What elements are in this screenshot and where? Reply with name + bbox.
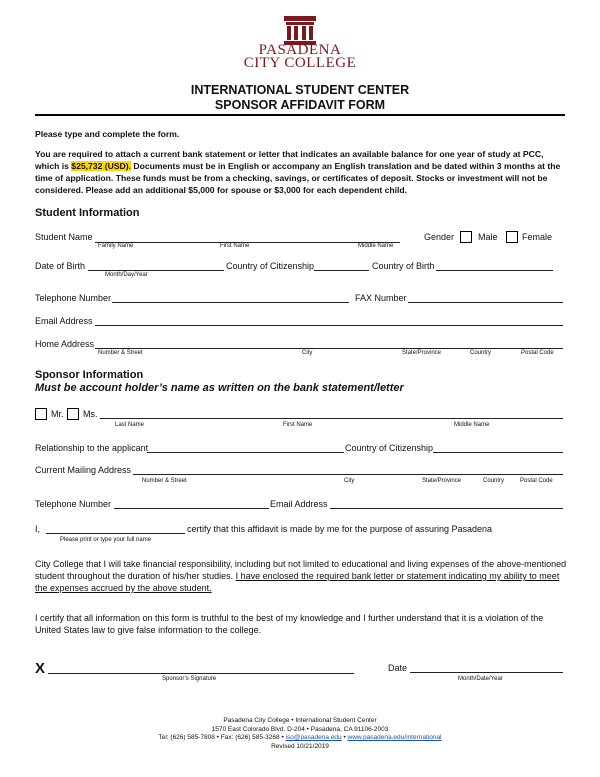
signature-field[interactable]: [48, 673, 354, 674]
instruction-text: Please type and complete the form.: [35, 129, 180, 139]
sponsor-phone-label: Telephone Number: [35, 499, 112, 509]
sponsor-name-field[interactable]: [100, 418, 563, 419]
mr-label: Mr.: [51, 409, 64, 419]
sponsor-email-label: Email Address: [270, 499, 328, 509]
form-title-line2: SPONSOR AFFIDAVIT FORM: [214, 98, 386, 112]
mr-checkbox[interactable]: [35, 408, 47, 420]
title-divider: [35, 114, 565, 116]
student-phone-label: Telephone Number: [35, 293, 112, 303]
sponsor-info-heading: Sponsor Information: [35, 369, 144, 381]
signature-x-mark: X: [35, 660, 46, 677]
required-amount: $25,732 (USD).: [71, 161, 132, 171]
dob-label: Date of Birth: [35, 261, 86, 271]
full-name-caption: Please print or type your full name: [60, 537, 152, 543]
logo-line2: CITY COLLEGE: [243, 55, 357, 71]
birth-country-field[interactable]: [436, 270, 553, 271]
male-checkbox[interactable]: [460, 231, 472, 243]
dob-field[interactable]: [88, 270, 224, 271]
footer-website-link[interactable]: www.pasadena.edu/international: [347, 734, 442, 741]
home-postal-caption: Postal Code: [521, 350, 554, 356]
footer-email-link[interactable]: iso@pasadena.edu: [285, 734, 342, 741]
requirement-paragraph: [35, 148, 565, 196]
sponsor-citizenship-field[interactable]: [433, 452, 563, 453]
college-logo-text: [220, 44, 380, 70]
mailing-postal-caption: Postal Code: [520, 478, 553, 484]
date-format-caption: Month/Date/Year: [458, 676, 503, 682]
student-phone-field[interactable]: [112, 302, 349, 303]
requirement-part1: You are required to attach a current bank statement or letter that indicates an available balance for one year of study at PCC, which is: [35, 149, 544, 171]
middle-name-caption: Middle Name: [358, 243, 394, 249]
family-name-caption: Family Name: [98, 243, 134, 249]
sponsor-last-name-caption: Last Name: [115, 422, 145, 428]
dob-format-caption: Month/Day/Year: [105, 272, 148, 278]
mailing-country-caption: Country: [483, 478, 505, 484]
fax-label: FAX Number: [355, 293, 407, 303]
student-name-label: Student Name: [35, 232, 93, 242]
truthful-paragraph: I certify that all information on this form is truthful to the best of my knowledge and I further understand that it is a violation of the United States law to give false information to the college.: [35, 613, 544, 635]
i-label: I,: [35, 524, 41, 534]
mailing-address-label: Current Mailing Address: [35, 465, 132, 475]
responsibility-text: City College that I will take financial responsibility, including but not limited to educational and living expenses of the above-mentioned student throughout the duration of his/her studies.: [35, 559, 567, 581]
fax-field[interactable]: [408, 302, 563, 303]
mailing-address-field[interactable]: [133, 474, 563, 475]
birth-country-label: Country of Birth: [372, 261, 435, 271]
ms-checkbox[interactable]: [67, 408, 79, 420]
sponsor-middle-name-caption: Middle Name: [454, 422, 490, 428]
student-email-label: Email Address: [35, 316, 93, 326]
male-label: Male: [478, 232, 498, 242]
sponsor-info-subheading: Must be account holder’s name as written on the bank statement/letter: [35, 382, 404, 394]
home-street-caption: Number & Street: [98, 350, 143, 356]
footer: [0, 717, 600, 751]
footer-line2: 1570 East Colorado Blvd. D-204 • Pasadena, CA 91106-2003: [211, 725, 389, 733]
date-field[interactable]: [410, 672, 563, 673]
sponsor-phone-field[interactable]: [114, 508, 269, 509]
footer-revised: Revised 10/21/2019: [271, 742, 329, 750]
first-name-caption: First Name: [220, 243, 250, 249]
home-address-field[interactable]: [95, 348, 563, 349]
student-email-field[interactable]: [95, 325, 563, 326]
ms-label: Ms.: [83, 409, 98, 419]
student-citizenship-field[interactable]: [314, 270, 369, 271]
footer-separator: •: [341, 734, 348, 741]
home-address-label: Home Address: [35, 339, 95, 349]
student-info-heading: Student Information: [35, 207, 140, 219]
mailing-state-caption: State/Province: [422, 478, 462, 484]
form-title-line1: INTERNATIONAL STUDENT CENTER: [190, 83, 410, 97]
requirement-part2: Documents must be in English or accompany an English translation and be dated within 3 months at the time of application. These funds must be from a checking, savings, or certificates of deposit. Stocks or investment will not be considered. Please add an additional $5,000 for spouse or $3,000 for each dependent child.: [35, 161, 561, 195]
sponsor-first-name-caption: First Name: [283, 422, 313, 428]
relationship-label: Relationship to the applicant: [35, 443, 149, 453]
certify-statement: certify that this affidavit is made by me for the purpose of assuring Pasadena: [187, 524, 492, 534]
footer-phone-fax: Tel: (626) 585-7808 • Fax: (626) 585-3268 •: [158, 734, 286, 741]
mailing-street-caption: Number & Street: [142, 478, 187, 484]
footer-line3: [0, 734, 600, 743]
home-country-caption: Country: [470, 350, 492, 356]
bank-letter-statement: I have enclosed the required bank letter or statement indicating my ability to meet the expenses accrued by the above student.: [35, 571, 560, 593]
date-label: Date: [388, 663, 408, 673]
female-label: Female: [522, 232, 553, 242]
responsibility-paragraph: [35, 558, 570, 594]
female-checkbox[interactable]: [506, 231, 518, 243]
relationship-field[interactable]: [147, 452, 344, 453]
signature-caption: Sponsor’s Signature: [162, 676, 217, 682]
logo-line1: PASADENA: [258, 42, 342, 58]
mailing-city-caption: City: [344, 478, 355, 484]
sponsor-email-field[interactable]: [330, 508, 563, 509]
home-city-caption: City: [302, 350, 313, 356]
student-citizenship-label: Country of Citizenship: [226, 261, 315, 271]
gender-label: Gender: [424, 232, 455, 242]
footer-line1: Pasadena City College • International Student Center: [223, 717, 377, 724]
sponsor-full-name-field[interactable]: [46, 533, 185, 534]
home-state-caption: State/Province: [402, 350, 442, 356]
sponsor-citizenship-label: Country of Citizenship: [345, 443, 434, 453]
